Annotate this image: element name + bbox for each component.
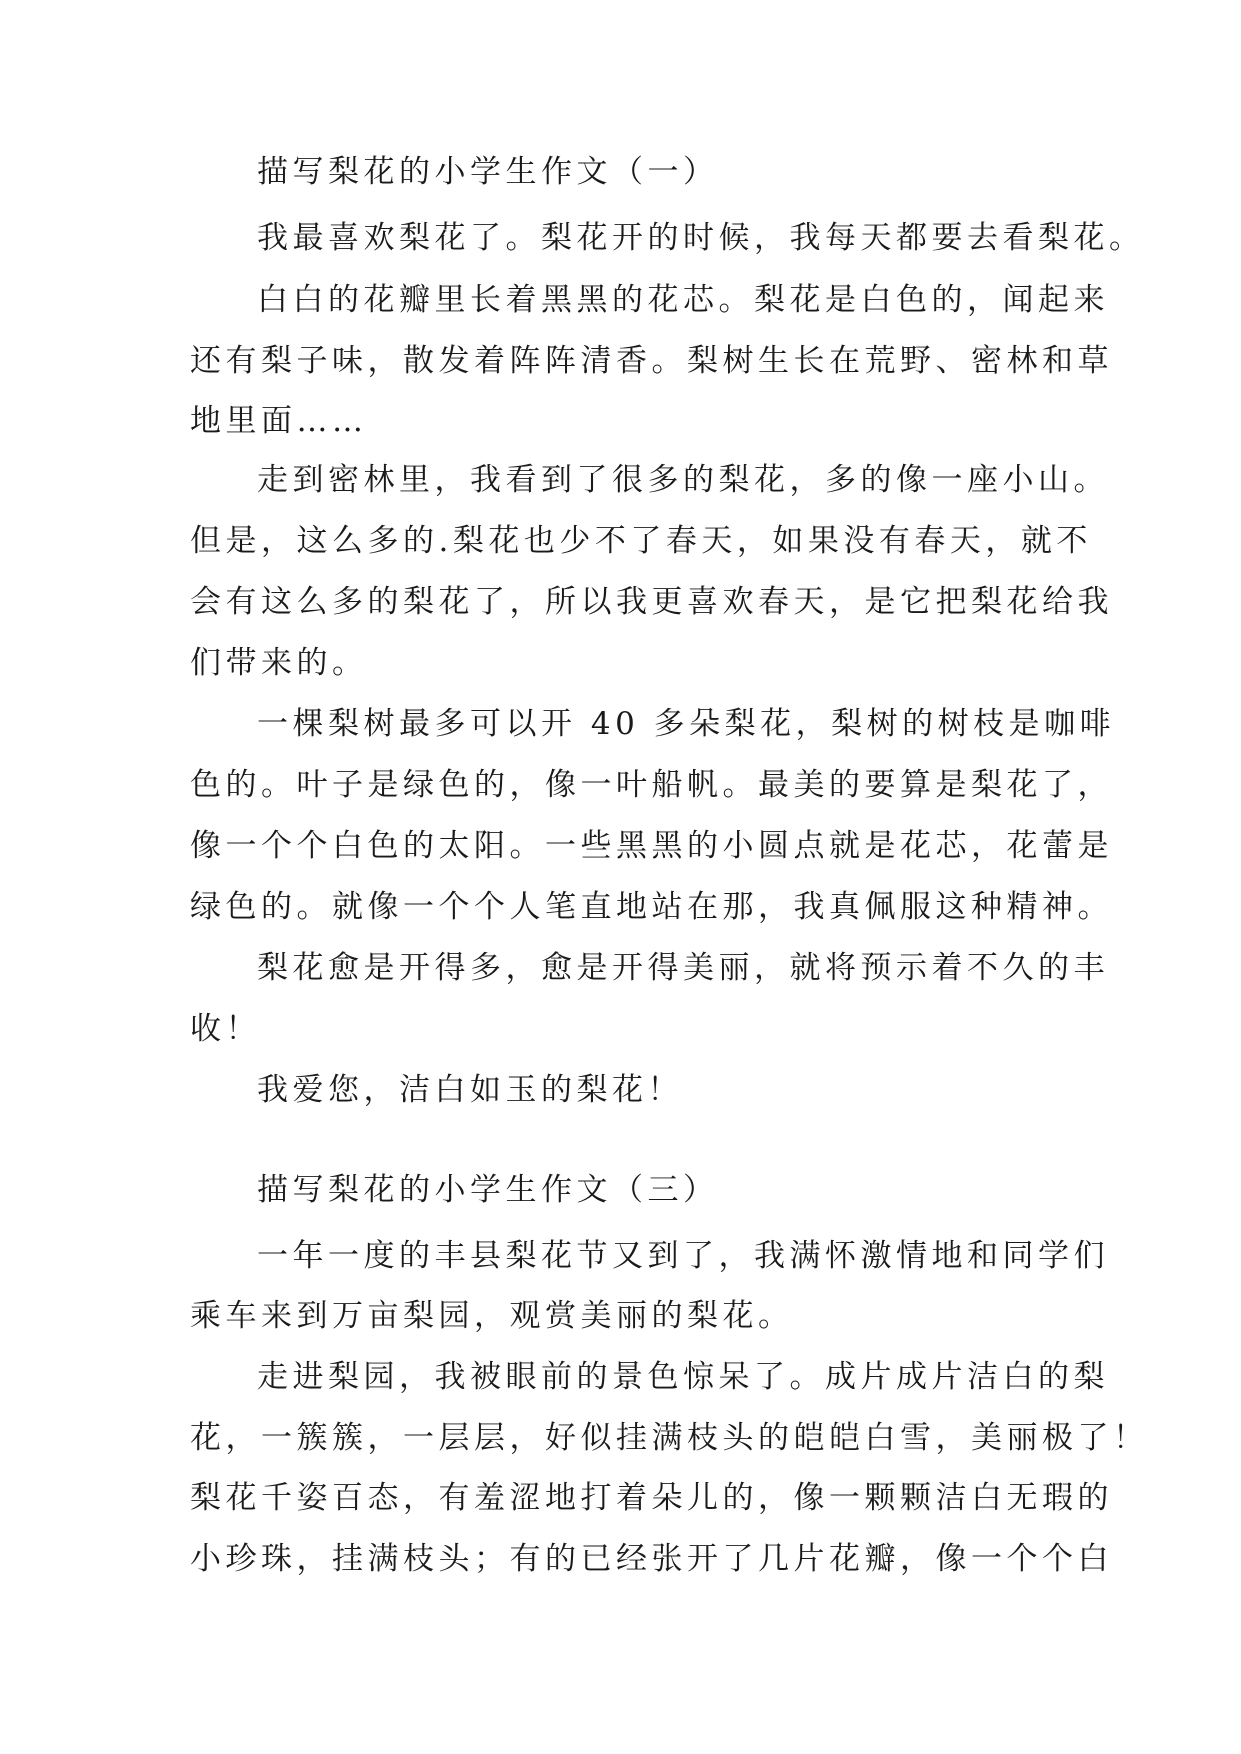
- paragraph-line: 白白的花瓣里长着黑黑的花芯。梨花是白色的，闻起来: [257, 282, 1109, 318]
- essay-3-title: 描写梨花的小学生作文（三）: [257, 1172, 719, 1208]
- paragraph-line: 乘车来到万亩梨园，观赏美丽的梨花。: [190, 1298, 794, 1334]
- paragraph-line: 会有这么多的梨花了，所以我更喜欢春天，是它把梨花给我: [190, 584, 1113, 620]
- paragraph-line: 一年一度的丰县梨花节又到了，我满怀激情地和同学们: [257, 1238, 1109, 1274]
- paragraph-line: 走到密林里，我看到了很多的梨花，多的像一座小山。: [257, 462, 1109, 498]
- paragraph-line: 绿色的。就像一个个人笔直地站在那，我真佩服这种精神。: [190, 889, 1113, 925]
- paragraph-line: 梨花愈是开得多，愈是开得美丽，就将预示着不久的丰: [257, 950, 1109, 986]
- paragraph-line: 地里面……: [190, 403, 368, 439]
- paragraph-line: 们带来的。: [190, 645, 368, 681]
- paragraph-line: 花，一簇簇，一层层，好似挂满枝头的皑皑白雪，美丽极了！: [190, 1420, 1149, 1456]
- paragraph-line: 我最喜欢梨花了。梨花开的时候，我每天都要去看梨花。: [257, 220, 1145, 256]
- paragraph-line: 一棵梨树最多可以开 40 多朵梨花，梨树的树枝是咖啡: [257, 706, 1116, 742]
- paragraph-line: 梨花千姿百态，有羞涩地打着朵儿的，像一颗颗洁白无瑕的: [190, 1480, 1113, 1516]
- paragraph-line: 走进梨园，我被眼前的景色惊呆了。成片成片洁白的梨: [257, 1359, 1109, 1395]
- paragraph-line: 像一个个白色的太阳。一些黑黑的小圆点就是花芯，花蕾是: [190, 828, 1113, 864]
- paragraph-line: 色的。叶子是绿色的，像一叶船帆。最美的要算是梨花了，: [190, 767, 1113, 803]
- paragraph-line: 还有梨子味，散发着阵阵清香。梨树生长在荒野、密林和草: [190, 343, 1113, 379]
- paragraph-line: 但是，这么多的.梨花也少不了春天，如果没有春天，就不: [190, 523, 1092, 559]
- paragraph-line: 小珍珠，挂满枝头；有的已经张开了几片花瓣，像一个个白: [190, 1541, 1113, 1577]
- paragraph-line: 收！: [190, 1011, 261, 1047]
- essay-1-title: 描写梨花的小学生作文（一）: [257, 154, 719, 190]
- paragraph-line: 我爱您，洁白如玉的梨花！: [257, 1072, 683, 1108]
